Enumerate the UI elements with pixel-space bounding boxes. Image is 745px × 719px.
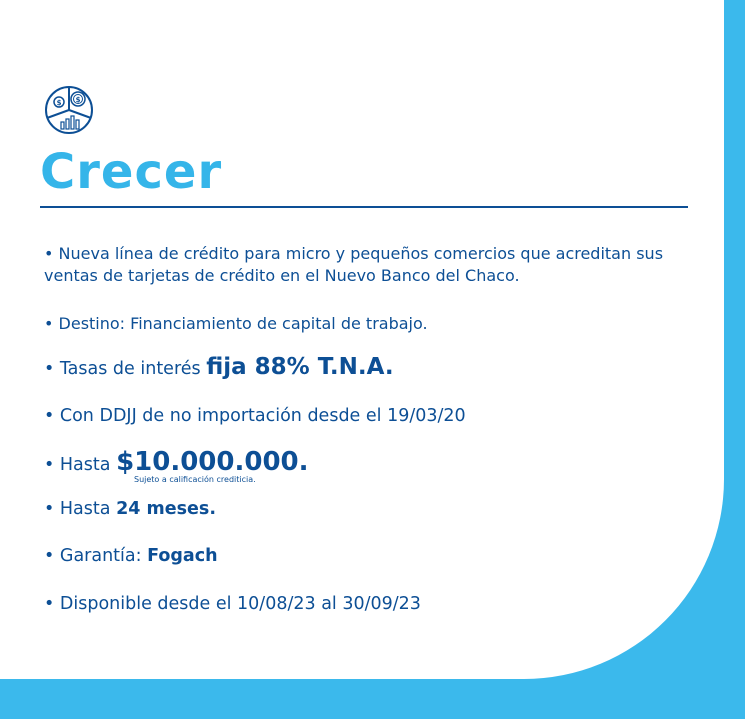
garantia-label: • Garantía:	[44, 546, 142, 566]
tasas-label: • Tasas de interés	[44, 359, 201, 379]
hasta-amount: $10.000.000.	[116, 447, 309, 477]
tasas-value: fija 88% T.N.A.	[206, 354, 394, 380]
hasta-label: • Hasta	[44, 455, 111, 475]
item-hasta-monto	[44, 447, 309, 477]
background-band-bottom	[0, 679, 745, 719]
money-growth-icon	[42, 85, 96, 135]
plazo-value: 24 meses.	[116, 499, 216, 519]
svg-text:$: $	[75, 96, 81, 104]
item-disponible: • Disponible desde el 10/08/23 al 30/09/23	[44, 594, 421, 614]
page-title: Crecer	[40, 144, 223, 200]
item-destino: • Destino: Financiamiento de capital de trabajo.	[44, 314, 428, 333]
plazo-label: • Hasta	[44, 499, 111, 519]
credit-note: Sujeto a calificación crediticia.	[134, 475, 256, 484]
svg-text:$: $	[56, 99, 62, 107]
item-ddjj: • Con DDJJ de no importación desde el 19/03/20	[44, 406, 466, 426]
item-linea: • Nueva línea de crédito para micro y pequeños comercios que acreditan sus ventas de tarjetas de crédito en el Nuevo Banco del Chaco.	[44, 244, 664, 285]
title-divider	[40, 206, 688, 208]
item-garantia	[44, 545, 218, 567]
garantia-value: Fogach	[147, 546, 218, 566]
item-plazo	[44, 498, 216, 520]
item-tasas	[44, 356, 394, 380]
